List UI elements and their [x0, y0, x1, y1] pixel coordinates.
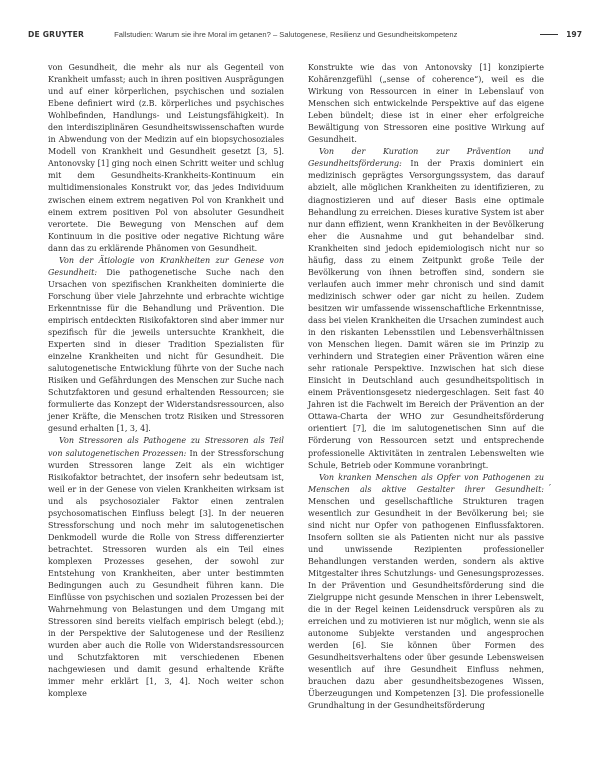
- paragraph-lead: Von der Ätiologie von Krankheiten zur Genese von Gesundheit:: [48, 255, 284, 277]
- page-number: 197: [566, 29, 582, 39]
- running-header: [28, 27, 582, 41]
- paragraph-body: In der Praxis dominiert ein medizinisch geprägtes Versorgungssystem, das darauf abzielt, alle möglichen Krankheiten zu identifizieren, zu diagnostizieren und auf dieser Basis eine optimale Behandlung zu erreichen. Dieses kurative System ist aber nur dann effizient, wenn Krankheiten in der Bevölkerung eher die Ausnahme und gut behandelbar sind. Krankheiten sind jedoch epidemiologisch nicht nur so häufig, dass zu einem Zeitpunkt große Teile der Bevölkerung von ihnen betroffen sind, sondern sie verlaufen auch immer mehr chronisch und sind damit medizinisch schwer oder gar nicht zu heilen. Zudem besitzen wir umfassende wissenschaftliche Erkenntnisse, dass bei vielen Krankheiten die Ursachen zumindest auch in den riskanten Lebensstilen und Lebensverhältnissen von Menschen liegen. Damit wären sie im Prinzip zu verhindern und Strategien einer Prävention wären eine sehr rationale Perspektive. Inzwischen hat sich diese Einsicht in Deutschland auch gesundheitspolitisch in einem Präventionsgesetz niedergeschlagen. Seit fast 40 Jahren ist die Fachwelt im Bereich der Prävention an der Ottawa-Charta der WHO zur Gesundheitsförderung orientiert [7], die im salutogenetischen Sinn auf die Förderung von Ressourcen setzt und entsprechende professionelle Aktivitäten in zentralen Lebenswelten wie Schule, Betrieb oder Kommune voranbringt.: [308, 159, 544, 470]
- paragraph: [48, 435, 284, 700]
- left-column: [48, 62, 284, 713]
- paragraph: [48, 255, 284, 436]
- publisher-name: DE GRUYTER: [28, 29, 85, 39]
- paragraph-lead: Von Stressoren als Pathogene zu Stressoren als Teil von salutogenetischen Prozessen:: [48, 436, 284, 458]
- paragraph-body: Die pathogenetische Suche nach den Ursachen von spezifischen Krankheiten dominierte die Forschung über viele Jahrzehnte und erbrachte wichtige Erkenntnisse für die Behandlung und Prävention. Die empirisch entdeckten Risikofaktoren sind aber immer nur spezifisch für die jeweils untersuchte Krankheit, die Experten sind in dieser Tradition Spezialisten für einzelne Krankheiten und nicht für Gesundheit. Die salutogenetische Entwicklung führte von der Suche nach Risiken und Gefährdungen des Menschen zur Suche nach Schutzfaktoren und gesund erhaltenden Ressourcen; sie formulierte das Konzept der Widerstandsressourcen, also jener Kräfte, die Menschen trotz Risiken und Stressoren gesund erhalten [1, 3, 4].: [48, 267, 284, 434]
- right-column: [308, 62, 544, 713]
- paragraph: [308, 146, 544, 471]
- header-rule: [540, 34, 558, 35]
- paragraph-body: In der Stressforschung wurden Stressoren lange Zeit als ein wichtiger Risikofaktor betrachtet, der insofern sehr bedeutsam ist, weil er in der Genese von vielen Krankheiten wirksam ist und als psychosozialer Faktor einen zentralen psychosomatischen Einfluss belegt [3]. In der neueren Stressforschung und noch mehr im salutogenetischen Denkmodell wurde die Rolle von Stress differenzierter betrachtet. Stressoren wurden als ein Teil eines komplexen Prozesses gesehen, der sowohl zur Entstehung von Krankheiten, aber unter bestimmten Bedingungen auch zu Gesundheit führen kann. Die Einflüsse von psychischen und sozialen Prozessen bei der Wahrnehmung von Belastungen und dem Umgang mit Stressoren sind bereits vielfach empirisch belegt (ebd.); in der Perspektive der Salutogenese und der Resilienz wurden aber auch die Rolle von Widerstandsressourcen und Schutzfaktoren mit verschiedenen Ebenen nachgewiesen und damit gesund erhaltende Kräfte immer mehr erklärt [1, 3, 4]. Noch weiter schon komplexe: [48, 448, 284, 699]
- paragraph: [308, 472, 544, 713]
- two-column-body: [48, 62, 544, 713]
- paragraph-body: Menschen und gesellschaftliche Strukturen tragen wesentlich zur Gesundheit in der Bevölkerung bei; sie sind nicht nur Opfer von pathogenen Einflussfaktoren. Insofern sollten sie als Patienten nicht nur als passive und unwissende Rezipienten professioneller Behandlungen verstanden werden, sondern als aktive Mitgestalter ihres Schutzlungs- und Genesungsprozesses. In der Prävention und Gesundheitsförderung sind die Zielgruppe nicht gesunde Menschen in ihrer Lebenswelt, die in der Regel keinen Leidensdruck verspüren als zu erreichen und zu motivieren ist nur möglich, wenn sie als autonome Subjekte verstanden und angesprochen werden [6]. Sie können über Formen des Gesundheitsverhaltens oder über gesunde Lebensweisen wesentlich auf ihre Gesundheit Einfluss nehmen, brauchen dazu aber gesundheitsbezogenes Wissen, Überzeugungen und Kompetenzen [3]. Die professionelle Grundhaltung in der Gesundheitsförderung: [308, 496, 544, 711]
- running-title: Fallstudien: Warum sie ihre Moral im getanen? – Salutogenese, Resilienz und Gesundheitskompetenz: [114, 29, 458, 39]
- paragraph: Konstrukte wie das von Antonovsky [1] konzipierte Kohärenzgefühl („sense of coherence“), weil es die Wirkung von Ressourcen in einer in Lebenslauf von Menschen sich entwickelnde Perspektive auf das eigene Leben bündelt; diese ist in einer eher erfolgreiche Bewältigung von Stressoren eine positive Wirkung auf Gesundheit.: [308, 63, 544, 145]
- margin-mark: ′: [549, 484, 552, 494]
- paragraph-lead: Von kranken Menschen als Opfer von Pathogenen zu Menschen als aktive Gestalter ihrer Gesundheit:: [308, 472, 544, 494]
- paragraph-lead: Von der Kuration zur Prävention und Gesundheitsförderung:: [308, 147, 544, 169]
- paragraph: von Gesundheit, die mehr als nur als Gegenteil von Krankheit umfasst; auch in ihren positiven Ausprägungen und auf einer körperlichen, psychischen und sozialen Ebene definiert wird (z.B. körperliches und psychisches Wohlbefinden, Handlungs- und Leistungsfähigkeit). In den interdisziplinären Gesundheitswissenschaften wurde in Abwendung von der Medizin auf ein biopsychosoziales Modell von Krankheit und Gesundheit gesetzt [3, 5]. Antonovsky [1] ging noch einen Schritt weiter und schlug mit dem Gesundheits-Krankheits-Kontinuum ein multidimensionales Konstrukt vor, das jedes Individuum zwischen einem extrem negativen Pol von Krankheit und einem extrem positiven Pol von absoluter Gesundheit verortete. Die Bewegung von Menschen auf dem Kontinuum in die positive oder negative Richtung wäre dann das zu erklärende Phänomen von Gesundheit.: [48, 63, 284, 253]
